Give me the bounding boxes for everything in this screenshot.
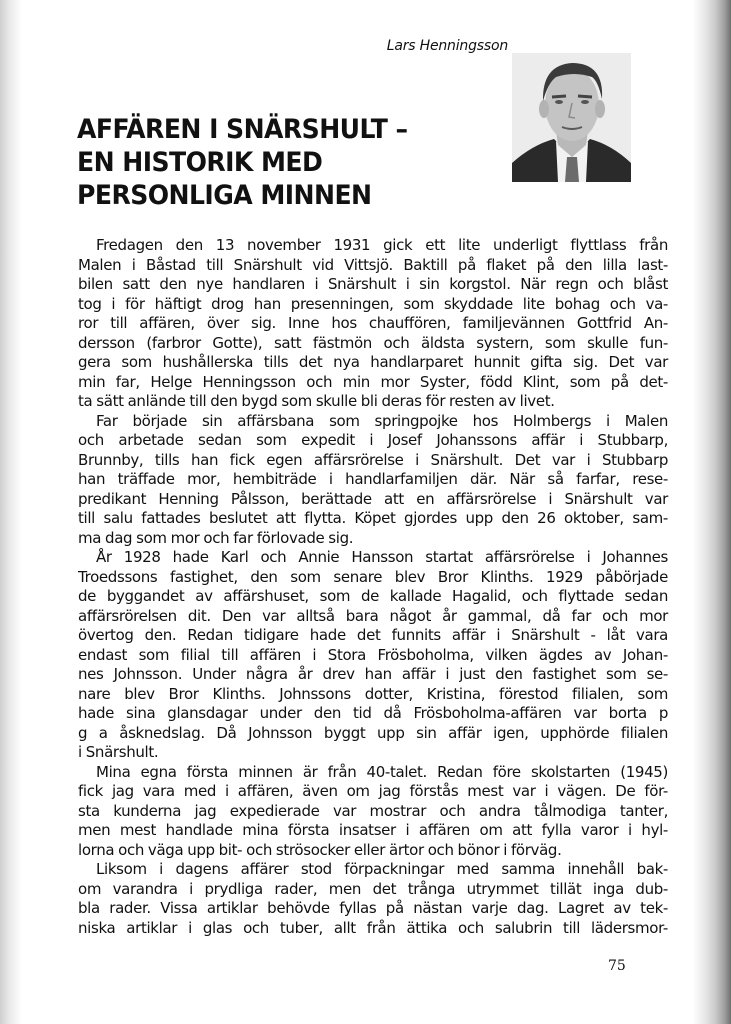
paragraph bbox=[78, 548, 668, 763]
text-line: i Snärshult. bbox=[78, 743, 159, 761]
text-line: g a åsknedslag. Då Johnsson byggt upp sin affär igen, upphörde filialen bbox=[78, 723, 668, 742]
text-line: fick jag vara med i affären, även om jag förstås mest var i vägen. De för- bbox=[78, 782, 668, 800]
text-line: nes Johnsson. Under några år drev han affär i just den fastighet som se- bbox=[78, 665, 668, 683]
article-title bbox=[77, 113, 408, 212]
text-line: nare blev Bror Klinths. Johnssons dotter, Kristina, förestod filialen, som bbox=[78, 684, 668, 703]
author-byline: Lars Henningsson bbox=[386, 38, 508, 54]
paragraph bbox=[78, 860, 668, 938]
page-gutter-shadow-left bbox=[0, 0, 22, 1024]
text-line: Troedssons fastighet, den som senare blev Bror Klinths. 1929 påbörjade bbox=[78, 567, 668, 586]
text-line: om varandra i prydliga rader, men det trånga utrymmet tillät inga dub- bbox=[78, 879, 668, 898]
text-line: gera som hushållerska tills det nya handlarparet hunnit gifta sig. Det var bbox=[78, 353, 668, 371]
text-line: Malen i Båstad till Snärshult vid Vittsjö. Baktill på flaket på den lilla last- bbox=[78, 255, 668, 274]
page-number: 75 bbox=[608, 958, 626, 974]
text-line: Far började sin affärsbana som springpojke hos Holmbergs i Malen bbox=[96, 411, 668, 430]
text-line: Mina egna första minnen är från 40-talet. Redan före skolstarten (1945) bbox=[96, 762, 668, 781]
text-line: övertog den. Redan tidigare hade det funnits affär i Snärshult - låt vara bbox=[78, 626, 668, 644]
portrait-image bbox=[512, 53, 631, 182]
text-line: Liksom i dagens affärer stod förpackningar med samma innehåll bak- bbox=[96, 860, 668, 878]
text-line: ror till affären, över sig. Inne hos chauffören, familjevännen Gottfrid An- bbox=[78, 314, 668, 332]
text-line: min far, Helge Henningsson och min mor Syster, född Klint, som på det- bbox=[78, 372, 668, 391]
paragraph bbox=[78, 236, 668, 412]
text-line: endast som filial till affären i Stora Frösboholma, vilken ägdes av Johan- bbox=[78, 645, 668, 664]
text-line: men mest handlade mina första insatser i affären om att fylla varor i hyl- bbox=[78, 821, 668, 839]
title-line: PERSONLIGA MINNEN bbox=[77, 180, 372, 211]
text-line: hade sina glansdagar under den tid då Frösboholma-affären var borta p bbox=[78, 704, 668, 722]
text-line: affärsrörelsen dit. Den var alltså bara något år gammal, då far och mor bbox=[78, 606, 668, 625]
text-line: sta kunderna jag expedierade var mostrar och andra tålmodiga tanter, bbox=[78, 801, 668, 820]
page-gutter-shadow-right bbox=[693, 0, 731, 1024]
text-line: År 1928 hade Karl och Annie Hansson startat affärsrörelse i Johannes bbox=[96, 548, 668, 566]
text-line: Brunnby, tills han fick egen affärsrörelse i Snärshult. Det var i Stubbarp bbox=[78, 450, 668, 469]
text-line: dersson (farbror Gotte), satt fästmön och äldsta systern, som skulle fun- bbox=[78, 333, 668, 352]
text-line: ma dag som mor och far förlovade sig. bbox=[78, 528, 354, 547]
text-line: och arbetade sedan som expedit i Josef Johanssons affär i Stubbarp, bbox=[78, 431, 668, 449]
text-line: han träffade mor, hembiträde i handlarfamiljen där. När så farfar, rese- bbox=[78, 470, 668, 488]
author-portrait-photo bbox=[512, 53, 631, 182]
article-body bbox=[78, 236, 668, 938]
text-line: till salu fattades beslutet att flytta. Köpet gjordes upp den 26 oktober, sam- bbox=[78, 509, 668, 527]
title-line: AFFÄREN I SNÄRSHULT – bbox=[77, 114, 408, 145]
text-line: niska artiklar i glas och tuber, allt från ättika och salubrin till lädersmor- bbox=[78, 918, 668, 937]
text-line: predikant Henning Pålsson, berättade att en affärsrörelse i Snärshult var bbox=[78, 489, 668, 508]
text-line: de byggandet av affärshuset, som de kallade Hagalid, och flyttade sedan bbox=[78, 587, 668, 605]
text-line: bla rader. Vissa artiklar behövde fyllas på nästan varje dag. Lagret av tek- bbox=[78, 899, 668, 917]
paragraph bbox=[78, 412, 668, 549]
text-line: Fredagen den 13 november 1931 gick ett lite underligt flyttlass från bbox=[96, 236, 668, 254]
text-line: tog i för häftigt drog han presenningen, som skyddade lite bohag och va- bbox=[78, 294, 668, 313]
paragraph bbox=[78, 763, 668, 861]
text-line: bilen satt den nye handlaren i Snärshult i sin korgstol. När regn och blåst bbox=[78, 275, 668, 293]
text-line: ta sätt anlände till den bygd som skulle bli deras för resten av livet. bbox=[78, 392, 555, 410]
text-line: lorna och väga upp bit- och strösocker eller ärtor och bönor i förväg. bbox=[78, 840, 562, 859]
title-line: EN HISTORIK MED bbox=[77, 147, 323, 178]
